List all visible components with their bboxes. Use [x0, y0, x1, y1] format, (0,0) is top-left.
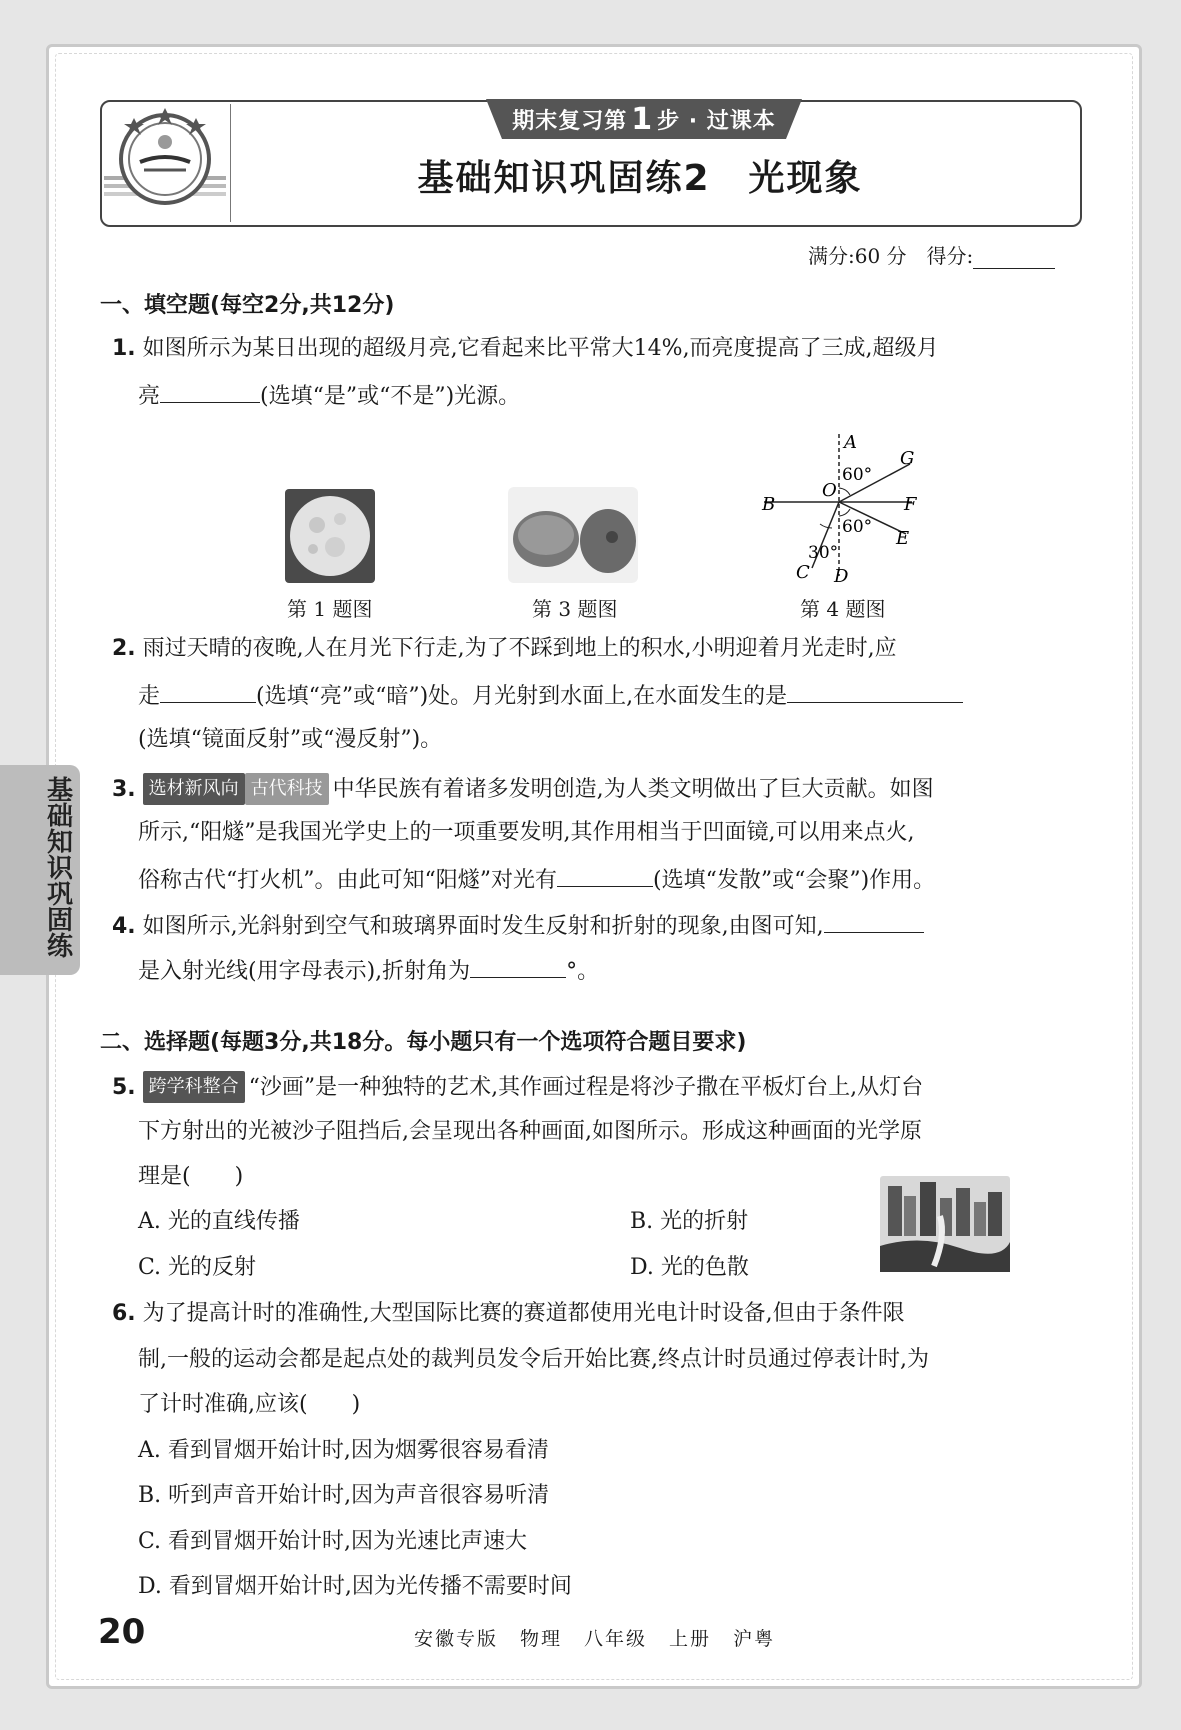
label-B: B: [762, 494, 776, 515]
q2-line2: 走 (选填“亮”或“暗”)处。月光射到水面上,在水面发生的是: [138, 680, 963, 712]
q5-tag: 跨学科整合: [143, 1071, 245, 1103]
section-title-choice: 二、选择题(每题3分,共18分。每小题只有一个选项符合题目要求): [100, 1030, 747, 1055]
q6-option-a[interactable]: A. 看到冒烟开始计时,因为烟雾很容易看清: [138, 1438, 549, 1463]
q5-option-d[interactable]: D. 光的色散: [630, 1255, 749, 1280]
q4-line2: 是入射光线(用字母表示),折射角为 °。: [138, 955, 599, 987]
banner-label: 期末复习第 1 步 · 过课本: [512, 101, 776, 137]
q6-line1: 6. 为了提高计时的准确性,大型国际比赛的赛道都使用光电计时设备,但由于条件限: [112, 1301, 905, 1326]
label-C: C: [796, 562, 810, 583]
label-F: F: [904, 494, 917, 515]
q3-tag2: 古代科技: [245, 773, 329, 805]
q3-line2: 所示,“阳燧”是我国光学史上的一项重要发明,其作用相当于凹面镜,可以用来点火,: [138, 820, 915, 845]
q2-blank2[interactable]: [787, 680, 963, 703]
q5-option-c[interactable]: C. 光的反射: [138, 1255, 257, 1280]
label-D: D: [834, 566, 849, 584]
sand-painting-image: [880, 1176, 1010, 1272]
q1-blank[interactable]: [160, 380, 260, 403]
q5-option-b[interactable]: B. 光的折射: [630, 1209, 749, 1234]
caption-fig4: 第 4 题图: [800, 597, 886, 621]
q3-line1: 3. 选材新风向 古代科技 中华民族有着诸多发明创造,为人类文明做出了巨大贡献。如图: [112, 773, 934, 805]
q3-line3: 俗称古代“打火机”。由此可知“阳燧”对光有 (选填“发散”或“会聚”)作用。: [138, 864, 935, 896]
score-line: 满分:60 分 得分:: [808, 240, 1055, 269]
moon-image: [285, 489, 375, 583]
q5-line3: 理是( ): [138, 1164, 244, 1189]
q2-blank1[interactable]: [160, 680, 256, 703]
q6-option-d[interactable]: D. 看到冒烟开始计时,因为光传播不需要时间: [138, 1574, 572, 1599]
angle-label-3: 30°: [808, 543, 839, 563]
q2-line1: 2. 雨过天晴的夜晚,人在月光下行走,为了不踩到地上的积水,小明迎着月光走时,应: [112, 636, 897, 661]
q1-line2: 亮 (选填“是”或“不是”)光源。: [138, 380, 520, 412]
refraction-diagram: [760, 428, 920, 584]
label-G: G: [900, 448, 915, 469]
publisher-logo: [104, 104, 226, 222]
q6-option-b[interactable]: B. 听到声音开始计时,因为声音很容易听清: [138, 1483, 550, 1508]
label-O: O: [822, 480, 837, 501]
q6-line2: 制,一般的运动会都是起点处的裁判员发令后开始比赛,终点计时员通过停表计时,为: [138, 1347, 929, 1372]
section-title-fill: 一、填空题(每空2分,共12分): [100, 293, 395, 318]
q2-line3: (选填“镜面反射”或“漫反射”)。: [138, 727, 443, 752]
caption-fig3: 第 3 题图: [532, 597, 618, 621]
q3-blank[interactable]: [557, 864, 653, 887]
page-title: 基础知识巩固练2 光现象: [417, 158, 863, 199]
label-A: A: [844, 432, 857, 453]
q5-line1: 5. 跨学科整合 “沙画”是一种独特的艺术,其作画过程是将沙子撒在平板灯台上,从灯台: [112, 1071, 923, 1103]
q5-option-a[interactable]: A. 光的直线传播: [138, 1209, 300, 1234]
side-tab-label: 基础知识巩固练: [46, 776, 73, 962]
yangsui-image: [508, 487, 638, 583]
label-E: E: [896, 528, 910, 549]
score-blank[interactable]: [973, 248, 1055, 269]
q5-line2: 下方射出的光被沙子阻挡后,会呈现出各种画面,如图所示。形成这种画面的光学原: [138, 1119, 922, 1144]
logo-separator: [230, 104, 231, 222]
q3-tag1: 选材新风向: [143, 773, 245, 805]
q6-option-c[interactable]: C. 看到冒烟开始计时,因为光速比声速大: [138, 1529, 528, 1554]
caption-fig1: 第 1 题图: [287, 597, 373, 621]
q1-line1: 1. 如图所示为某日出现的超级月亮,它看起来比平常大14%,而亮度提高了三成,超级月: [112, 336, 939, 361]
q4-line1: 4. 如图所示,光斜射到空气和玻璃界面时发生反射和折射的现象,由图可知,: [112, 910, 924, 942]
q4-blank1[interactable]: [824, 910, 924, 933]
q4-blank2[interactable]: [470, 955, 566, 978]
angle-label-2: 60°: [842, 517, 873, 537]
q6-line3: 了计时准确,应该( ): [138, 1392, 361, 1417]
footer-info: 安徽专版 物理 八年级 上册 沪粤: [414, 1628, 776, 1650]
page-number: 20: [98, 1612, 146, 1652]
angle-label-1: 60°: [842, 465, 873, 485]
